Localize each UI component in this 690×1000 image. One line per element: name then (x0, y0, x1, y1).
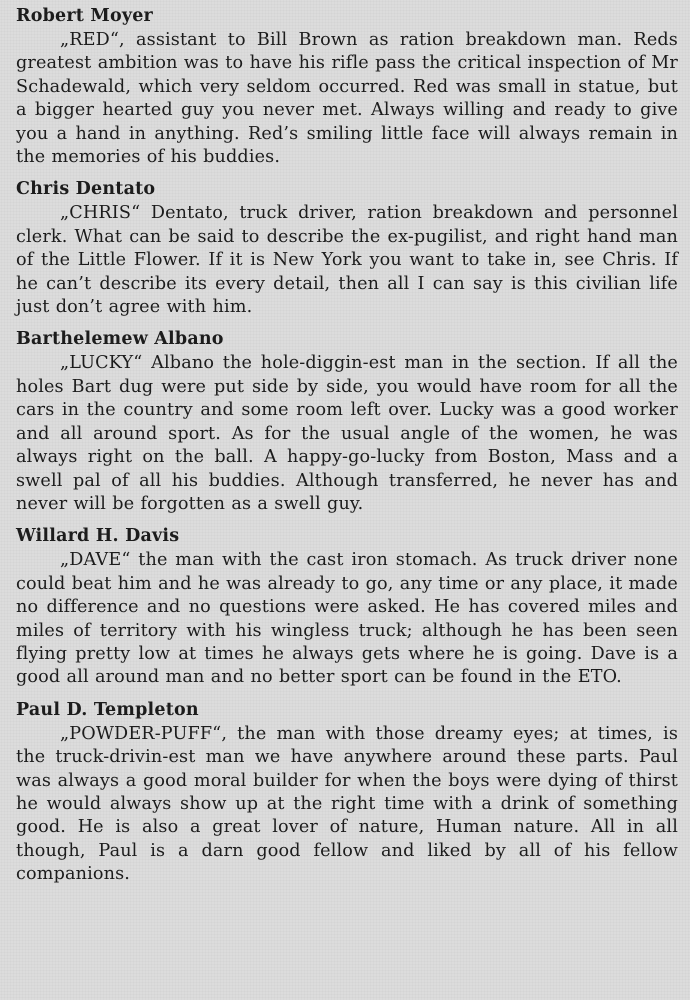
person-name: Willard H. Davis (16, 526, 180, 547)
section-gap (16, 169, 678, 178)
person-bio: „LUCKY“ Albano the hole-diggin-est man in the section. If all the holes Bart dug were put side by side, you would have room for all the cars in the country and some room left over. Lucky was a good worker and all around sport. As for the usual angle of the women, he was always right on the ball. A happy-go-lucky from Boston, Mass and a swell pal of all his buddies. Although transferred, he never has and never will be forgotten as a swell guy. (16, 353, 678, 514)
entry-willard-davis (16, 525, 678, 689)
entry-chris-dentato (16, 178, 678, 319)
section-gap (16, 319, 678, 328)
person-bio: „POWDER-PUFF“, the man with those dreamy eyes; at times, is the truck-drivin-est man we have anywhere around these parts. Paul was always a good moral builder for when the boys were dying of thirst he would always show up at the right time with a drink of something good. He is also a great lover of nature, Human nature. All in all though, Paul is a darn good fellow and liked by all of his fellow companions. (16, 723, 678, 885)
person-name: Paul D. Templeton (16, 699, 199, 720)
entry-barthelemew-albano (16, 328, 678, 516)
section-gap (16, 516, 678, 525)
person-bio: „CHRIS“ Dentato, truck driver, ration breakdown and personnel clerk. What can be said to describe the ex-pugilist, and right hand man of the Little Flower. If it is New York you want to take in, see Chris. If he can’t describe its every detail, then all I can say is this civilian life just don’t agree with him. (16, 203, 678, 318)
person-bio: „RED“, assistant to Bill Brown as ration breakdown man. Reds greatest ambition was to have his rifle pass the critical inspection of Mr Schadewald, which very seldom occurred. Red was small in statue, but a bigger hearted guy you never met. Always willing and ready to give you a hand in anything. Red’s smiling little face will always remain in the memories of his buddies. (16, 30, 678, 168)
person-name: Barthelemew Albano (16, 329, 224, 350)
person-bio: „DAVE“ the man with the cast iron stomach. As truck driver none could beat him and he was already to go, any time or any place, it made no difference and no questions were asked. He has covered miles and miles of territory with his wingless truck; although he has been seen flying pretty low at times he always gets where he is going. Dave is a good all around man and no better sport can be found in the ETO. (16, 550, 678, 688)
entry-robert-moyer (16, 5, 678, 169)
section-gap (16, 690, 678, 699)
entry-paul-templeton (16, 699, 678, 887)
person-name: Robert Moyer (16, 6, 153, 26)
person-name: Chris Dentato (16, 179, 156, 200)
